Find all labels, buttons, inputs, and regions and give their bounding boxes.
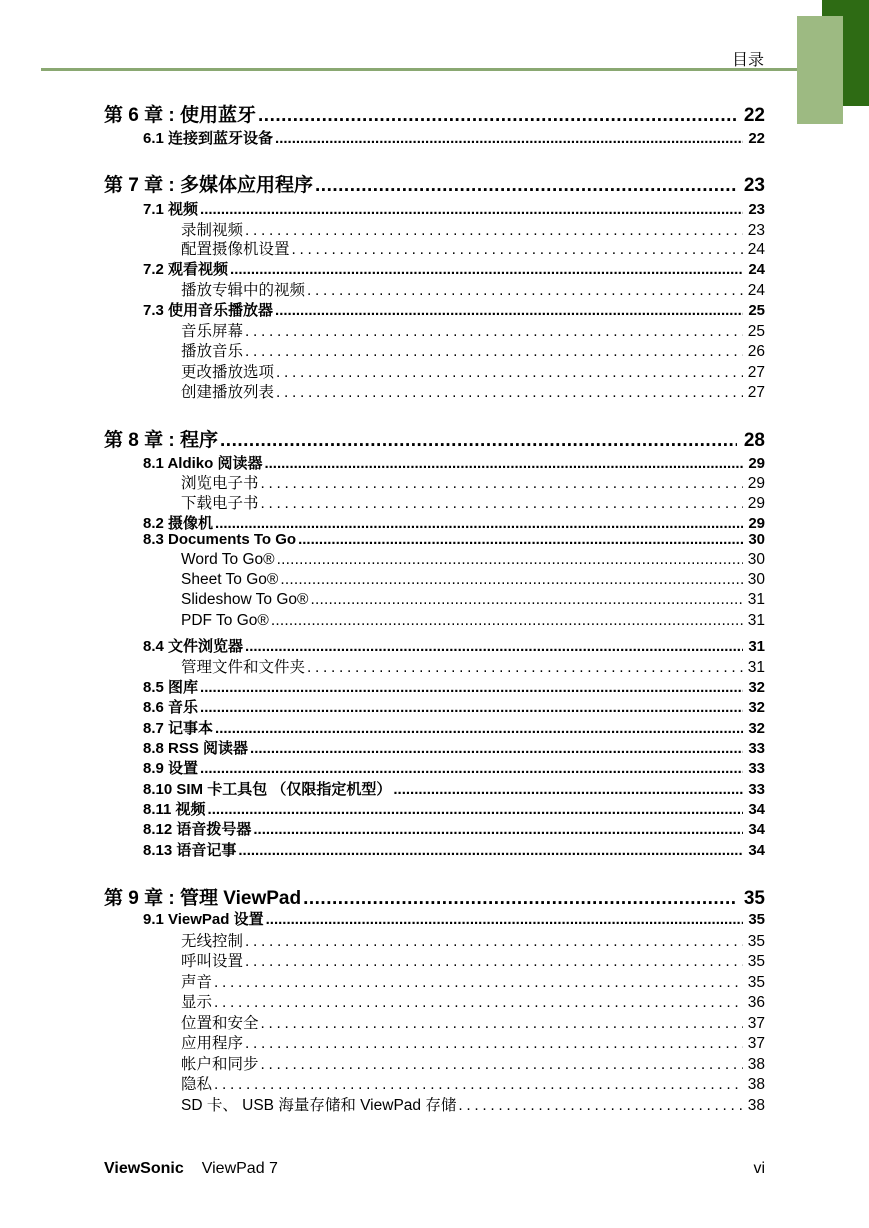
subsection-entry[interactable]: [181, 970, 765, 992]
toc-entry-label: 管理文件和文件夹: [181, 659, 306, 676]
toc-entry-page: 38: [747, 1076, 765, 1093]
chapter-entry[interactable]: [104, 100, 765, 127]
dot-leader: [276, 384, 743, 402]
subsection-entry[interactable]: [181, 655, 765, 677]
toc-entry-page: 32: [748, 679, 765, 696]
toc-entry-label: 下载电子书: [181, 495, 259, 512]
chapter-entry[interactable]: [104, 883, 765, 910]
subsection-entry[interactable]: [181, 571, 765, 589]
toc-entry-page: 34: [748, 842, 765, 859]
toc-entry-page: 33: [748, 740, 765, 757]
subsection-entry[interactable]: [181, 1072, 765, 1094]
dot-leader: [200, 201, 743, 218]
page-header-title: 目录: [731, 52, 764, 69]
toc-entry-page: 25: [747, 323, 765, 340]
toc-entry-label: 创建播放列表: [181, 384, 275, 401]
toc-entry-page: 31: [747, 591, 765, 608]
chapter-entry[interactable]: [104, 425, 765, 452]
section-entry[interactable]: [143, 908, 765, 929]
toc-entry-label: 第 6 章 : 使用蓝牙: [104, 105, 257, 126]
toc-entry-page: 31: [747, 659, 765, 676]
toc-entry-label: 位置和安全: [181, 1015, 259, 1032]
dot-leader: [230, 261, 743, 278]
toc-entry-page: 38: [747, 1097, 765, 1114]
toc-entry-page: 37: [747, 1015, 765, 1032]
toc-entry-page: 35: [748, 911, 765, 928]
toc-entry-label: 8.5 图库: [143, 679, 199, 696]
toc-entry-page: 29: [747, 495, 765, 512]
toc-entry-page: 24: [747, 241, 765, 258]
dot-leader: [292, 241, 743, 259]
section-entry[interactable]: [143, 127, 765, 148]
section-entry[interactable]: [143, 531, 765, 548]
toc-entry-page: 36: [747, 994, 765, 1011]
toc-entry-page: 31: [748, 638, 765, 655]
toc-entry-page: 22: [748, 130, 765, 147]
toc-entry-page: 30: [748, 531, 765, 548]
footer-brand: ViewSonic: [104, 1160, 184, 1177]
dot-leader: [250, 740, 743, 757]
toc-entry-label: 8.7 记事本: [143, 720, 214, 737]
dot-leader: [310, 591, 743, 609]
toc-entry-label: 隐私: [181, 1076, 213, 1093]
toc-entry-label: Slideshow To Go®: [181, 591, 309, 608]
toc-entry-label: Word To Go®: [181, 551, 275, 568]
toc-entry-label: 帐户和同步: [181, 1056, 259, 1073]
toc-entry-label: 第 7 章 : 多媒体应用程序: [104, 175, 314, 196]
toc-entry-page: 25: [748, 302, 765, 319]
subsection-entry[interactable]: [181, 319, 765, 341]
chapter-entry[interactable]: [104, 170, 765, 197]
dot-leader: [307, 282, 743, 300]
toc-entry-label: 音乐屏幕: [181, 323, 244, 340]
toc-entry-label: 录制视频: [181, 222, 244, 239]
dot-leader: [275, 130, 743, 147]
toc-entry-label: 8.8 RSS 阅读器: [143, 740, 249, 757]
toc-entry-label: 8.12 语音拨号器: [143, 821, 252, 838]
dot-leader: [258, 105, 737, 127]
subsection-entry[interactable]: [181, 360, 765, 382]
toc-entry-label: 9.1 ViewPad 设置: [143, 911, 264, 928]
section-entry[interactable]: [143, 696, 765, 717]
toc-entry-page: 23: [743, 175, 765, 196]
toc-entry-label: 7.1 视频: [143, 201, 199, 218]
dot-leader: [215, 720, 743, 737]
dot-leader: [315, 175, 737, 197]
dot-leader: [253, 821, 743, 838]
dot-leader: [215, 515, 743, 532]
toc-entry-page: 24: [747, 282, 765, 299]
toc-entry-page: 28: [743, 430, 765, 451]
toc-entry-label: 配置摄像机设置: [181, 241, 290, 258]
toc-entry-page: 34: [748, 821, 765, 838]
toc-entry-page: 30: [747, 551, 765, 568]
dot-leader: [275, 302, 743, 319]
toc-entry-page: 24: [748, 261, 765, 278]
dot-leader: [200, 760, 743, 777]
dot-leader: [298, 531, 743, 548]
header-rule: [41, 68, 797, 71]
subsection-entry[interactable]: [181, 491, 765, 513]
subsection-entry[interactable]: [181, 612, 765, 630]
dot-leader: [271, 612, 743, 630]
section-entry[interactable]: [143, 299, 765, 320]
toc-entry-page: 27: [747, 384, 765, 401]
toc-entry-label: 显示: [181, 994, 213, 1011]
dot-leader: [245, 953, 743, 971]
dot-leader: [266, 911, 743, 928]
subsection-entry[interactable]: [181, 237, 765, 259]
dot-leader: [264, 455, 743, 472]
toc-entry-page: 29: [747, 475, 765, 492]
toc-entry-page: 23: [747, 222, 765, 239]
toc-entry-page: 35: [743, 888, 765, 909]
toc-entry-label: 8.6 音乐: [143, 699, 199, 716]
dot-leader: [277, 551, 743, 569]
toc-entry-page: 35: [747, 933, 765, 950]
toc-entry-label: SD 卡、 USB 海量存储和 ViewPad 存储: [181, 1097, 457, 1114]
toc-entry-page: 29: [748, 515, 765, 532]
toc-entry-page: 31: [747, 612, 765, 629]
dot-leader: [238, 842, 743, 859]
toc-entry-label: 7.3 使用音乐播放器: [143, 302, 274, 319]
subsection-entry[interactable]: [181, 380, 765, 402]
section-entry[interactable]: [143, 635, 765, 656]
dot-leader: [245, 343, 743, 361]
footer-model: ViewPad 7: [201, 1160, 278, 1177]
dot-leader: [307, 659, 743, 677]
toc-entry-page: 38: [747, 1056, 765, 1073]
dot-leader: [245, 638, 743, 655]
toc-entry-label: 8.3 Documents To Go: [143, 531, 297, 548]
toc-entry-label: 8.4 文件浏览器: [143, 638, 244, 655]
subsection-entry[interactable]: [181, 949, 765, 971]
toc-entry-label: 应用程序: [181, 1035, 244, 1052]
toc-entry-label: 播放专辑中的视频: [181, 282, 306, 299]
section-entry[interactable]: [143, 452, 765, 473]
dot-leader: [208, 801, 743, 818]
toc-entry-label: 第 9 章 : 管理 ViewPad: [104, 888, 302, 909]
toc-entry-page: 22: [743, 105, 765, 126]
toc-entry-page: 37: [747, 1035, 765, 1052]
toc-entry-page: 27: [747, 364, 765, 381]
dot-leader: [261, 495, 743, 513]
corner-tab-light: [797, 16, 843, 124]
toc-entry-label: 8.2 摄像机: [143, 515, 214, 532]
toc-entry-label: 播放音乐: [181, 343, 244, 360]
section-entry[interactable]: [143, 512, 765, 533]
dot-leader: [214, 994, 743, 1012]
section-entry[interactable]: [143, 258, 765, 279]
dot-leader: [245, 1035, 743, 1053]
toc-entry-page: 30: [747, 571, 765, 588]
subsection-entry[interactable]: [181, 278, 765, 300]
toc-entry-page: 34: [748, 801, 765, 818]
subsection-entry[interactable]: [181, 990, 765, 1012]
subsection-entry[interactable]: [181, 929, 765, 951]
dot-leader: [200, 699, 743, 716]
subsection-entry[interactable]: [181, 1052, 765, 1074]
dot-leader: [303, 888, 737, 910]
subsection-entry[interactable]: [181, 1011, 765, 1033]
subsection-entry[interactable]: [181, 339, 765, 361]
section-entry[interactable]: [143, 757, 765, 778]
section-entry[interactable]: [143, 737, 765, 758]
dot-leader: [280, 571, 743, 589]
toc-entry-label: 7.2 观看视频: [143, 261, 229, 278]
subsection-entry[interactable]: [181, 1031, 765, 1053]
toc-entry-label: 更改播放选项: [181, 364, 275, 381]
toc-entry-page: 35: [747, 974, 765, 991]
toc-entry-label: 呼叫设置: [181, 953, 244, 970]
section-entry[interactable]: [143, 198, 765, 219]
footer-page-number: vi: [753, 1160, 765, 1177]
dot-leader: [458, 1097, 743, 1115]
toc-entry-page: 26: [747, 343, 765, 360]
dot-leader: [393, 781, 743, 798]
section-entry[interactable]: [143, 818, 765, 839]
toc-entry-page: 35: [747, 953, 765, 970]
toc-entry-page: 33: [748, 760, 765, 777]
toc-entry-page: 23: [748, 201, 765, 218]
toc-entry-label: 8.1 Aldiko 阅读器: [143, 455, 263, 472]
toc-entry-page: 29: [748, 455, 765, 472]
toc-entry-label: 声音: [181, 974, 213, 991]
toc-entry-label: 8.9 设置: [143, 760, 199, 777]
toc-entry-label: 第 8 章 : 程序: [104, 430, 219, 451]
toc-entry-page: 33: [748, 781, 765, 798]
toc-entry-page: 32: [748, 699, 765, 716]
subsection-entry[interactable]: [181, 591, 765, 609]
section-entry[interactable]: [143, 717, 765, 738]
toc-entry-label: 6.1 连接到蓝牙设备: [143, 130, 274, 147]
subsection-entry[interactable]: [181, 471, 765, 493]
subsection-entry[interactable]: [181, 551, 765, 569]
dot-leader: [200, 679, 743, 696]
toc-entry-label: 浏览电子书: [181, 475, 259, 492]
toc-entry-page: 32: [748, 720, 765, 737]
section-entry[interactable]: [143, 676, 765, 697]
section-entry[interactable]: [143, 839, 765, 860]
page-footer: [104, 1160, 765, 1178]
toc-entry-label: 8.13 语音记事: [143, 842, 237, 859]
toc-entry-label: Sheet To Go®: [181, 571, 279, 588]
toc-entry-label: 无线控制: [181, 933, 244, 950]
toc-entry-label: 8.11 视频: [143, 801, 206, 818]
section-entry[interactable]: [143, 798, 765, 819]
toc-entry-label: PDF To Go®: [181, 612, 269, 629]
section-entry[interactable]: [143, 778, 765, 799]
dot-leader: [214, 1076, 743, 1094]
dot-leader: [220, 430, 737, 452]
subsection-entry[interactable]: [181, 1093, 765, 1115]
toc-entry-label: 8.10 SIM 卡工具包 （仅限指定机型）: [143, 781, 392, 798]
